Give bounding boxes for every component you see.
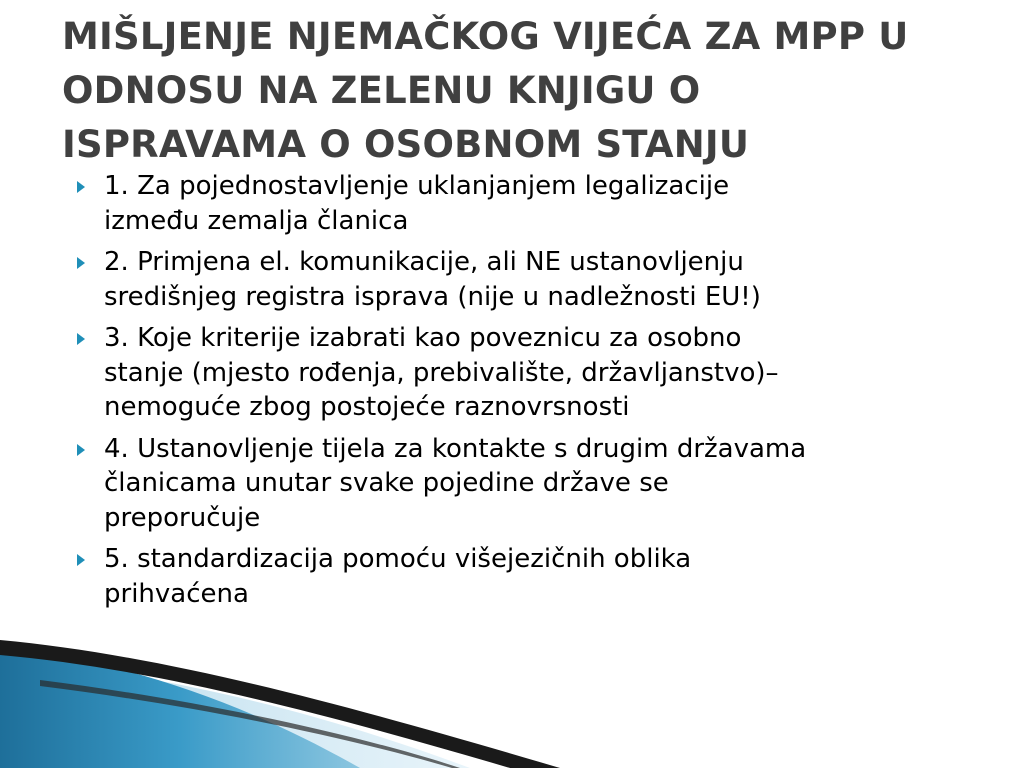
- bullet-line: 1. Za pojednostavljenje uklanjanjem legalizacije: [104, 171, 730, 201]
- slide-title: [62, 10, 992, 172]
- bullet-line: 5. standardizacija pomoću višejezičnih oblika: [104, 544, 692, 574]
- bullet-item: [70, 432, 1000, 536]
- bullet-line: članicama unutar svake pojedine države se: [104, 468, 669, 498]
- bullet-text: [104, 169, 1000, 238]
- bullet-line: stanje (mjesto rođenja, prebivalište, državljanstvo)–: [104, 357, 779, 388]
- swoosh-blue: [0, 648, 360, 768]
- bullet-text: [104, 432, 1000, 536]
- triangle-bullet-icon: [77, 181, 85, 193]
- triangle-bullet-icon: [77, 333, 85, 345]
- bullet-item: [70, 245, 1000, 314]
- title-line: ODNOSU NA ZELENU KNJIGU O: [62, 69, 701, 112]
- bullet-line: između zemalja članica: [104, 205, 409, 236]
- title-line: ISPRAVAMA O OSOBNOM STANJU: [62, 123, 750, 166]
- bullet-line: preporučuje: [104, 502, 261, 533]
- bullet-line: 2. Primjena el. komunikacije, ali NE ustanovljenju: [104, 247, 744, 277]
- bullet-list: [70, 169, 1000, 618]
- bullet-line: 4. Ustanovljenje tijela za kontakte s drugim državama: [104, 433, 807, 464]
- bullet-text: [104, 321, 1000, 425]
- triangle-bullet-icon: [77, 554, 85, 566]
- swoosh-light: [0, 660, 470, 768]
- swoosh-thin-line: [40, 680, 460, 768]
- bullet-line: prihvaćena: [104, 578, 249, 609]
- bullet-item: [70, 169, 1000, 238]
- triangle-bullet-icon: [77, 257, 85, 269]
- bullet-line: nemoguće zbog postojeće raznovrsnosti: [104, 392, 630, 422]
- bullet-line: središnjeg registra isprava (nije u nadležnosti EU!): [104, 281, 761, 312]
- triangle-bullet-icon: [77, 444, 85, 456]
- title-line: MIŠLJENJE NJEMAČKOG VIJEĆA ZA MPP U: [62, 15, 909, 58]
- bullet-text: [104, 542, 1000, 611]
- bullet-line: 3. Koje kriterije izabrati kao poveznicu za osobno: [104, 323, 742, 353]
- bullet-text: [104, 245, 1000, 314]
- swoosh-dark-band: [0, 640, 560, 768]
- bullet-item: [70, 542, 1000, 611]
- bullet-item: [70, 321, 1000, 425]
